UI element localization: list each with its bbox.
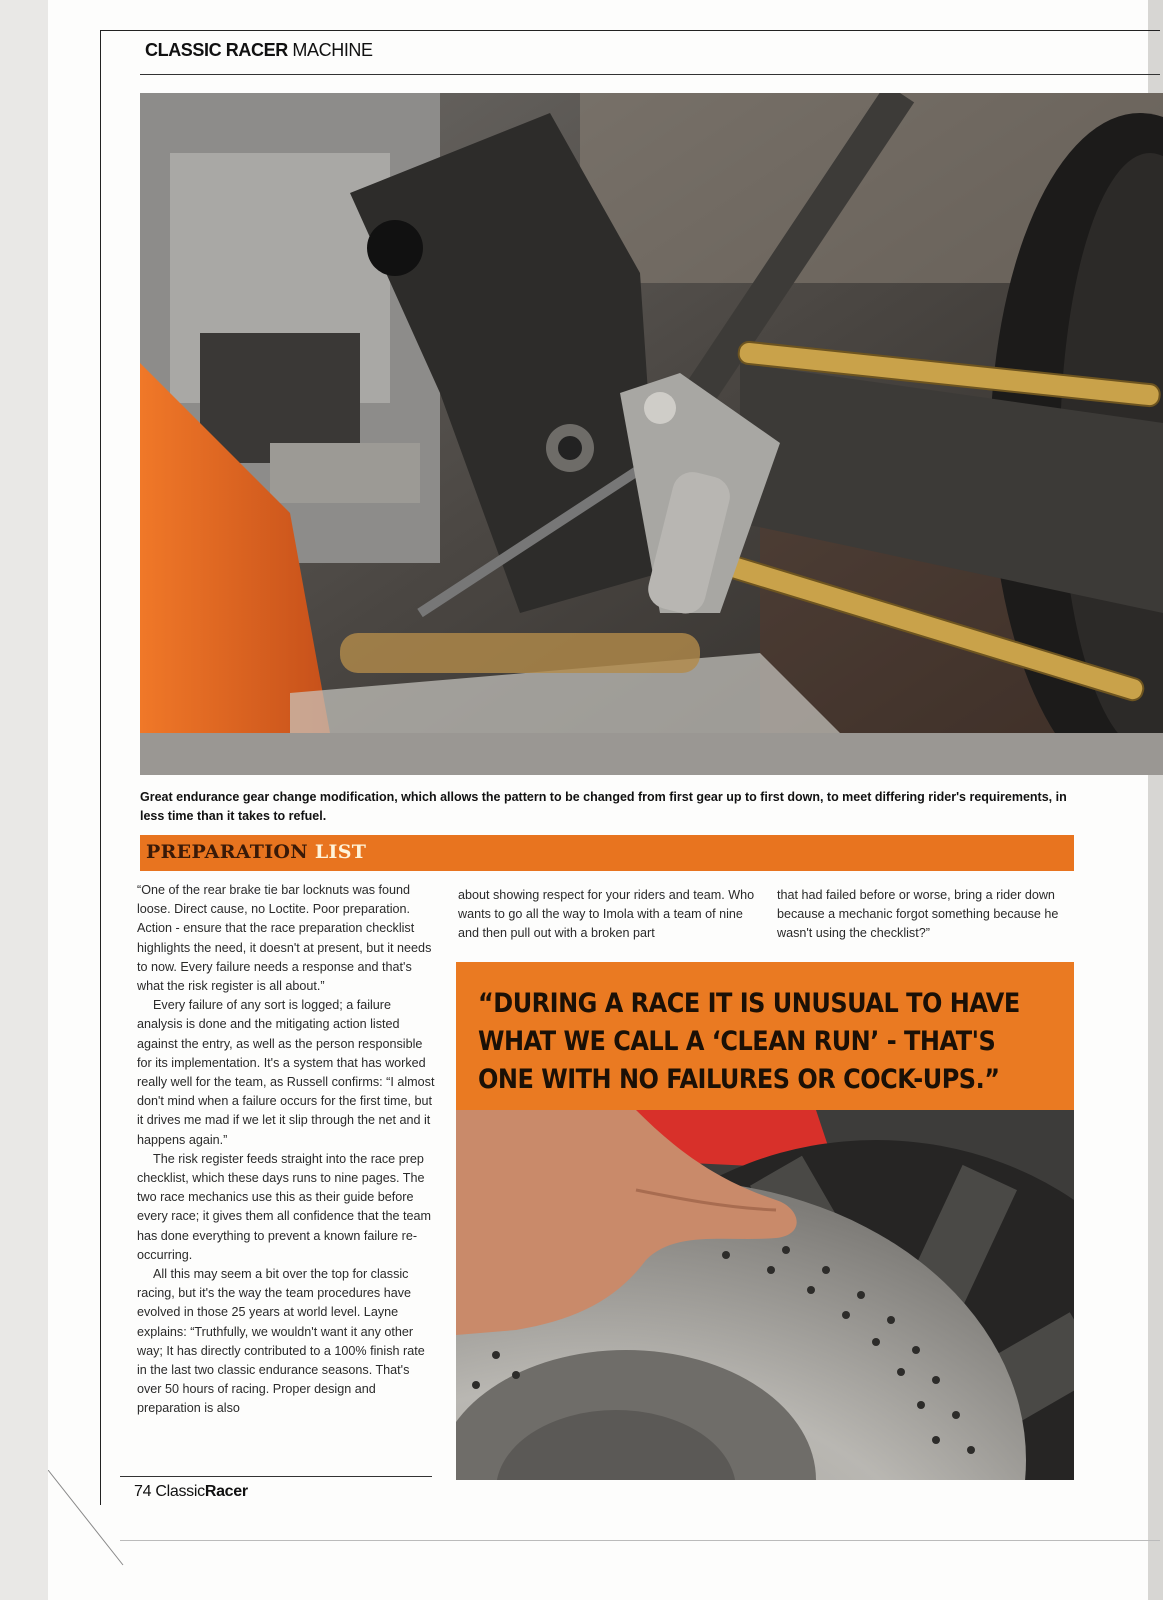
article-column-1 xyxy=(137,881,437,1419)
banner-word-list: LIST xyxy=(314,841,367,863)
pull-quote-text: “DURING A RACE IT IS UNUSUAL TO HAVE WHAT WE CALL A ‘CLEAN RUN’ - THAT'S ONE WITH NO FAILURES OR COCK-UPS.” xyxy=(478,987,1020,1095)
section-header-bold: CLASSIC RACER xyxy=(145,40,288,60)
paragraph: The risk register feeds straight into the race prep checklist, which these days runs to nine pages. The two race mechanics use this as their guide before every race; it gives them all confidence that the team has done everything to prevent a known failure re-occurring. xyxy=(137,1151,432,1262)
magazine-name-bold: Racer xyxy=(204,1483,248,1500)
magazine-name-light: Classic xyxy=(155,1483,205,1500)
brake-disc-photo xyxy=(456,1110,1074,1480)
paragraph: that had failed before or worse, bring a rider down because a mechanic forgot something because he wasn't using the checklist?” xyxy=(777,888,1059,941)
motorcycle-gear-change-photo-icon xyxy=(140,93,1163,775)
folded-corner-icon xyxy=(48,1470,128,1570)
paragraph: Every failure of any sort is logged; a failure analysis is done and the mitigating action listed against the entry, as well as the person responsible for its implementation. It's a system that has worked really well for the team, as Russell confirms: “I almost don't mind when a failure occurs for the first time, but it drives me mad if we let it slip through the net and it happens again.” xyxy=(137,998,435,1147)
section-header-light: MACHINE xyxy=(292,40,373,60)
banner-word-preparation: PREPARATION xyxy=(146,841,308,863)
paragraph: All this may seem a bit over the top for classic racing, but it's the way the team procedures have evolved in those 25 years at world level. Layne explains: “Truthfully, we wouldn't want it any other way; It has directly contributed to a 100% finish rate in the last two classic endurance seasons. That's over 50 hours of racing. Proper design and preparation is also xyxy=(137,1267,425,1416)
brake-disc-photo-icon xyxy=(456,1110,1074,1480)
footer-rule xyxy=(120,1476,432,1477)
section-banner xyxy=(140,835,1074,871)
page-number: 74 xyxy=(134,1483,152,1500)
header-rule xyxy=(140,74,1160,75)
paragraph: “One of the rear brake tie bar locknuts was found loose. Direct cause, no Loctite. Poor preparation. Action - ensure that the race preparation checklist highlights the need, it doesn't at present, but it needs to now. Every failure needs a response and that's what the risk register is all about.” xyxy=(137,883,432,994)
page-frame-left xyxy=(100,30,101,1505)
page-footer xyxy=(134,1483,248,1501)
paragraph: about showing respect for your riders and team. Who wants to go all the way to Imola with a team of nine and then pull out with a broken part xyxy=(458,888,755,941)
bottom-rule xyxy=(120,1540,1160,1541)
pull-quote xyxy=(456,962,1074,1110)
article-column-2 xyxy=(458,886,756,944)
article-column-3 xyxy=(777,886,1077,944)
section-header xyxy=(145,40,373,61)
photo-caption: Great endurance gear change modification, which allows the pattern to be changed from first gear up to first down, to meet differing rider's requirements, in less time than it takes to refuel. xyxy=(140,790,1067,823)
banner-title xyxy=(146,841,366,863)
gear-change-photo xyxy=(140,93,1163,775)
header-frame-top xyxy=(100,30,1160,31)
